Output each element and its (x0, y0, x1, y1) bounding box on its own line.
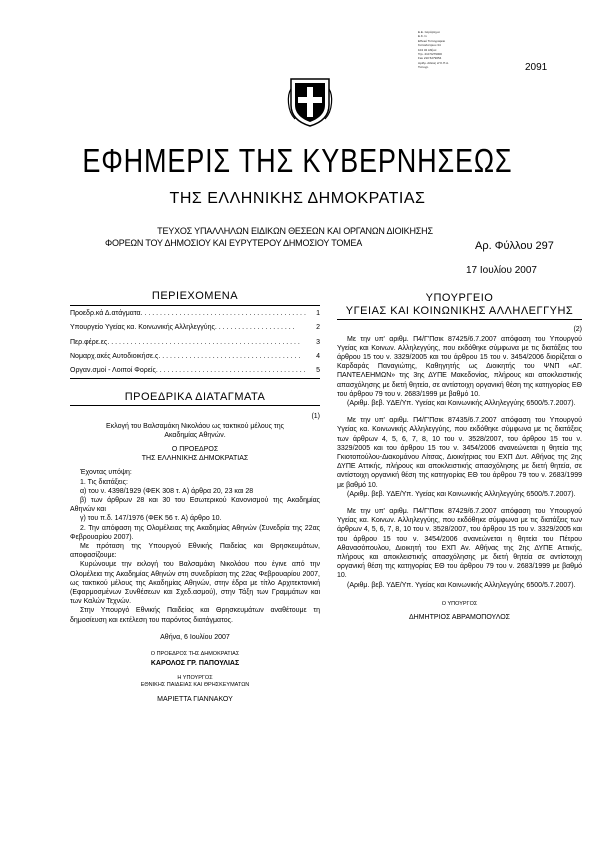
page-number: 2091 (525, 62, 548, 73)
contents-item: Οργαν.σμοί - Λοιποί Φορείς . . . . . . . . . . . . . . . . . . . . . . . . . . . . . . . . . . . . . . . 5 (70, 366, 320, 379)
publisher-stamp (418, 30, 476, 70)
issue-date: 17 Ιουλίου 2007 (466, 265, 537, 276)
ministry-signer-name: ΔΗΜΗΤΡΙΟΣ ΑΒΡΑΜΟΠΟΥΛΟΣ (409, 614, 510, 622)
stamp-line: 104 32 Αθήνα (418, 47, 437, 52)
stamp-line: Τυπογρ. (418, 65, 429, 70)
decree-number: (1) (311, 413, 320, 421)
contents-item: Προεδρ.κά Δ.ατάγματα . . . . . . . . . . . . . . . . . . . . . . . . . . . . . . . . . . . . . . . . . . . 1 (70, 310, 320, 318)
gazette-series (105, 225, 485, 249)
president-heading: ΤΗΣ ΕΛΛΗΝΙΚΗΣ ΔΗΜΟΚΡΑΤΙΑΣ (141, 455, 249, 463)
ministry-paragraph: Με την υπ' αριθμ. Π4/Γ'Πσικ 87429/6.7.2007 απόφαση του Υπουργού Υγείας κα. Κοινων. Αλληλεγγύης, που εκδόθηκε σύμφωνα με τις διατάξεις των άρθρων 4, 5, 6, 7, 8, 10 του ν. 3528/2007, του άρθρου 15 του ν. 3329/2005 και του άρθρου 15 του ν. 3454/2006 ανανεώνεται η θητεία του Πέτρου Αθανασόπουλου, Διοικητή του ΕΧΠ Αν. Αθήνας της 2ης ΔΥΠΕ Αττικής, πλήρους και αποκλειστικής απασχόλησης με διετή θητεία σε αντίστοιχη οργανική θέση της κατηγορίας ΕΘ του άρθρου 79 του ν. 2683/1999 με βαθμό 10. (337, 508, 582, 580)
contents-list (70, 305, 320, 379)
ministry-paragraph: (Αριθμ. βεβ. ΥΔΕ/Υπ. Υγείας και Κοινωνικής Αλληλεγγύης 6500/5.7.2007). (347, 400, 576, 408)
ministry-paragraph: (Αριθμ. βεβ. ΥΔΕ/Υπ. Υγείας και Κοινωνικής Αλληλεγγύης 6500/5.7.2007). (347, 490, 576, 498)
minister-title: Η ΥΠΟΥΡΓΟΣ (177, 674, 213, 681)
decree-paragraph: γ) του π.δ. 147/1976 (ΦΕΚ 56 τ. Α) άρθρο 10. (80, 515, 222, 523)
minister-title: ΕΘΝΙΚΗΣ ΠΑΙΔΕΙΑΣ ΚΑΙ ΘΡΗΣΚΕΥΜΑΤΩΝ (140, 681, 250, 688)
issue-number: Αρ. Φύλλου 297 (475, 240, 554, 252)
left-column (70, 292, 320, 704)
decree-paragraph: α) του ν. 4398/1929 (ΦΕΚ 308 τ. Α) άρθρα 20, 23 και 28 (80, 487, 254, 495)
series-line: ΤΕΥΧΟΣ ΥΠΑΛΛΗΛΩΝ ΕΙΔΙΚΩΝ ΘΕΣΕΩΝ ΚΑΙ ΟΡΓΑΝΩΝ ΔΙΟΙΚΗΣΗΣ (157, 226, 433, 236)
ministry-paragraph: Με την υπ' αριθμ. Π4/Γ'Πσικ 87435/6.7.2007 απόφαση του Υπουργού Υγείας κα. Κοινωνικής Αλληλεγγύης, που εκδόθηκε σύμφωνα με τις διατάξεις των άρθρων 4, 5, 6, 7, 8, 10 του ν. 3528/2007, του άρθρου 15 του ν. 3329/2005 και του άρθρου 15 του ν. 3454/2006 ανανεώνεται η θητεία της Γκιοτοπούλου-Διακομάνου Λίτσας, Διοικήτριας του ΕΧΠ Δυτ. Αθήνας της 2ης ΔΥΠΕ Αττικής, πλήρους και αποκλειστικής απασχόλησης με διετή θητεία, σε αντίστοιχη οργανική θέση της κατηγορίας ΕΘ του άρθρου 79 του ν. 2683/1999 με βαθμό 10. (337, 417, 582, 489)
right-column (337, 294, 582, 622)
stamp-line: Fax 210 5279054 (418, 56, 442, 61)
decree-paragraph: Κυρώνουμε την εκλογή του Βαλσαμάκη Νικολάου που έγινε από την Ολομέλεια της Ακαδημίας Αθηνών στη συνεδρίαση της 22ας Φεβρουαρίου 2007, ως τακτικού μέλους της Ακαδημίας Αθηνών, στην έδρα με τίτλο Αρχιτεκτονική (Εφαρμοσμένων Συνθέσεων και Σχεδ.ασμού), στην Τάξη των Γραμμάτων και των Καλών Τεχνών. (70, 561, 320, 606)
president-heading: Ο ΠΡΟΕΔΡΟΣ (171, 446, 219, 454)
ministry-heading: ΥΠΟΥΡΓΕΙΟ (425, 292, 494, 304)
gazette-title: ΕΦΗΜΕΡΙΣ ΤΗΣ ΚΥΒΕΡΝΗΣΕΩΣ (82, 142, 513, 179)
ministry-paragraph: (Αριθμ. βεβ. ΥΔΕ/Υπ. Υγείας και Κοινωνικής Αλληλεγγύης 6500/5.7.2007). (347, 581, 576, 589)
stamp-line: Ε.Ε. παράρτημα (418, 30, 440, 34)
ministry-heading: ΥΓΕΙΑΣ ΚΑΙ ΚΟΙΝΩΝΙΚΗΣ ΑΛΛΗΛΕΓΓΥΗΣ (345, 305, 574, 318)
decree-paragraph: 1. Τις διατάξεις: (80, 478, 128, 486)
series-line: ΦΟΡΕΩΝ ΤΟΥ ΔΗΜΟΣΙΟΥ ΚΑΙ ΕΥΡΥΤΕΡΟΥ ΔΗΜΟΣΙΟΥ ΤΟΜΕΑ (105, 238, 363, 248)
stamp-line: Ε.Κ. Ιv (418, 34, 427, 39)
ministry-paragraph: Με την υπ' αριθμ. Π4/Γ'Πσικ 87425/6.7.2007 απόφαση του Υπουργού Υγείας και Κοινων. Αλληλεγγύης, που εκδόθηκε σύμφωνα με τις διατάξεις του άρθρου 15 του ν. 3329/2005 και του άρθρου 15 του ν. 3454/2006 διορίζεται ο Καρδαράς Παναγιώτης, Καθηγητής ως Διοικητής του ΨΝΠ «ΑΓ. ΠΑΝΤΕΛΕΗΜΩΝ» της 3ης ΔΥΠΕ Μακεδονίας, πλήρους και αποκλειστικής απασχόλησης με διετή θητεία, σε αντίστοιχη οργανική θέση της κατηγορίας ΕΘ του άρθρου 79 του ν. 2683/1999 με βαθμό 10. (337, 335, 582, 398)
decree-paragraph: Με πρόταση της Υπουργού Εθνικής Παιδείας και Θρησκευμάτων, αποφασίζουμε: (70, 543, 320, 560)
decrees-heading: ΠΡΟΕΔΡΙΚΑ ΔΙΑΤΑΓΜΑΤΑ (124, 391, 266, 404)
signer-title: Ο ΠΡΟΕΔΡΟΣ ΤΗΣ ΔΗΜΟΚΡΑΤΙΑΣ (150, 651, 240, 658)
signer-name: ΚΑΡΟΛΟΣ ΓΡ. ΠΑΠΟΥΛΙΑΣ (150, 660, 240, 668)
decree-paragraph: Έχοντας υπόψη: (80, 469, 132, 477)
ministry-number: (2) (573, 326, 582, 334)
contents-item: Νομαρχ.ακές Αυτοδιοικήσε.ς . . . . . . . . . . . . . . . . . . . . . . . . . . . . . . . . . . . . . 4 (70, 352, 320, 360)
contents-item: Υπουργείο Υγείας κα. Κοινωνικής Αλληλεγγύης . . . . . . . . . . . . . . . . . . . . . 2 (70, 324, 320, 332)
stamp-line: Τηλ. 210 5279000 (418, 52, 442, 57)
decree-paragraph: Στην Υπουργό Εθνικής Παιδείας και Θρησκευμάτων αναθέτουμε τη δημοσίευση και εκτέλεση του παρόντος διατάγματος. (70, 607, 320, 624)
stamp-line: Αριθμ. Αδείας 2/ Κ.Π.Α. (418, 60, 449, 65)
decree-paragraph: 2. Την απόφαση της Ολομέλειας της Ακαδημίας Αθηνών (Συνεδρία της 22ας Φεβρουαρίου 2007). (70, 524, 320, 541)
decree-paragraph: β) των άρθρων 28 και 30 του Εσωτερικού Κανονισμού της Ακαδημίας Αθηνών και (70, 497, 320, 514)
decree-title: Εκλογή του Βαλσαμάκη Νικολάου ως τακτικού μέλους της Ακαδημίας Αθηνών. (106, 422, 284, 439)
place-date: Αθήνα, 6 Ιουλίου 2007 (160, 633, 230, 641)
contents-item: Περ.φέρε.ες . . . . . . . . . . . . . . . . . . . . . . . . . . . . . . . . . . . . . . . . . . . . . . . . . . 3 (70, 338, 320, 346)
minister-name: ΜΑΡΙΕΤΤΑ ΓΙΑΝΝΑΚΟΥ (157, 695, 233, 703)
greek-coat-of-arms-icon (287, 75, 333, 127)
gazette-subtitle: ΤΗΣ ΕΛΛΗΝΙΚΗΣ ΔΗΜΟΚΡΑΤΙΑΣ (169, 190, 426, 207)
stamp-line: Καποδιστρίου 34 (418, 43, 441, 48)
stamp-line: Εθνικό Τυπογραφείο (418, 38, 446, 43)
contents-heading: ΠΕΡΙΕΧΟΜΕΝΑ (151, 290, 239, 302)
ministry-signer-title: Ο ΥΠΟΥΡΓΟΣ (441, 600, 478, 607)
